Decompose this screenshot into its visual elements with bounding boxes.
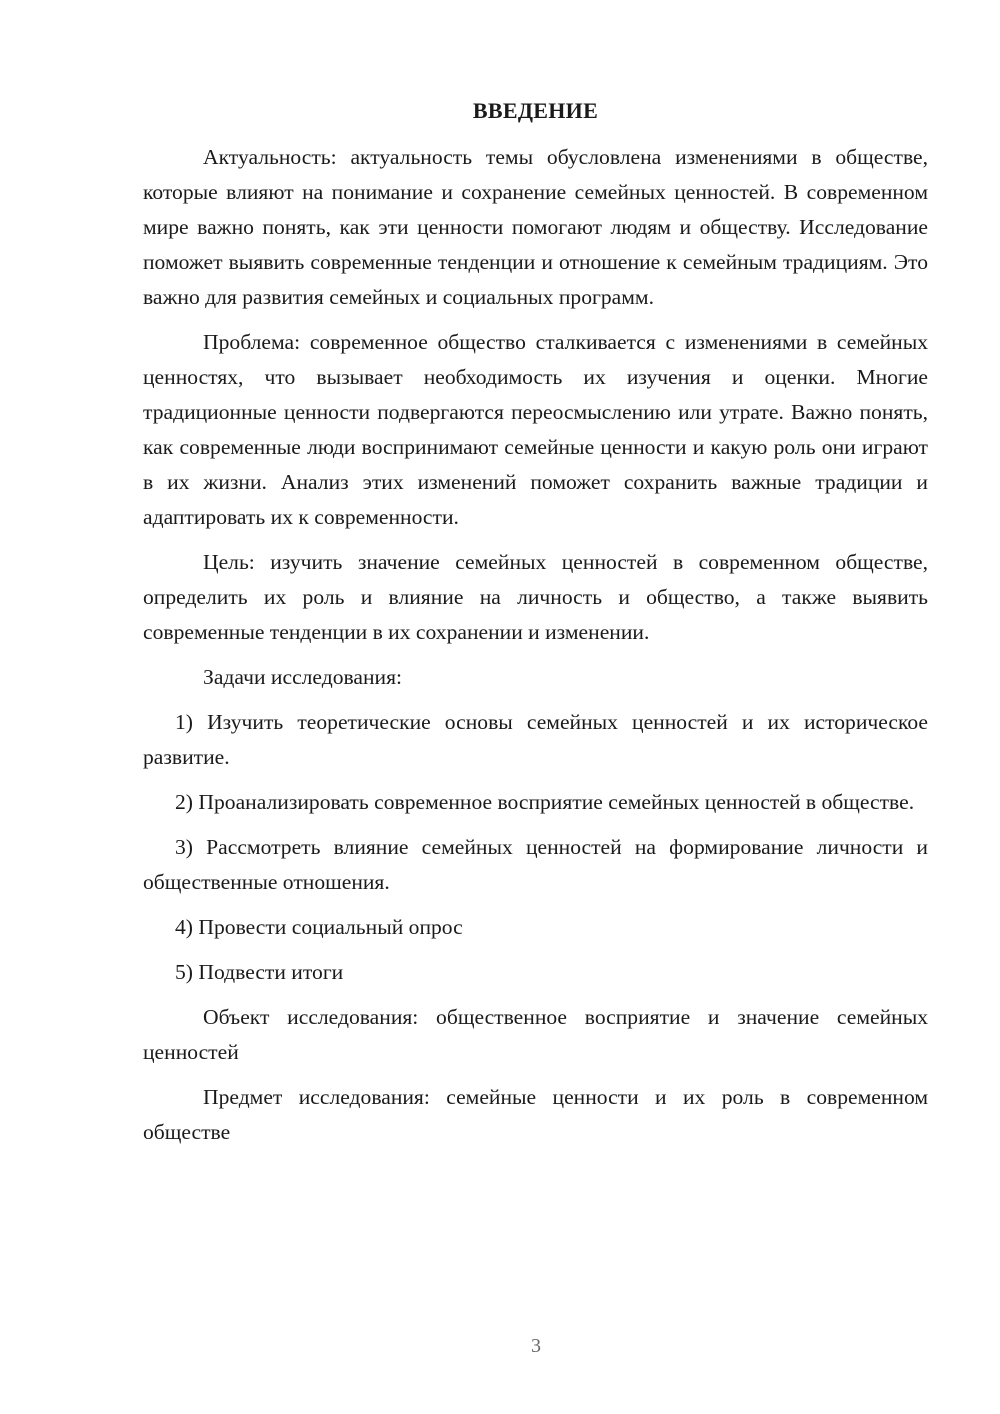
- tasks-intro: Задачи исследования:: [203, 665, 403, 689]
- subject-paragraph: Предмет исследования: семейные ценности и их роль в современном обществе: [143, 1085, 928, 1144]
- page-number: 3: [531, 1335, 541, 1357]
- section-heading: ВВЕДЕНИЕ: [472, 98, 599, 123]
- relevance-paragraph: Актуальность: актуальность темы обусловлена изменениями в обществе, которые влияют на понимание и сохранение семейных ценностей. В современном мире важно понять, как эти ценности помогают людям и обществу. Исследование поможет выявить современные тенденции и отношение к семейным традициям. Это важно для развития семейных и социальных программ.: [143, 145, 928, 309]
- task-item-2: 2) Проанализировать современное восприятие семейных ценностей в обществе.: [175, 790, 915, 814]
- problem-paragraph: Проблема: современное общество сталкивается с изменениями в семейных ценностях, что вызывает необходимость их изучения и оценки. Многие традиционные ценности подвергаются переосмыслению или утрате. Важно понять, как современные люди воспринимают семейные ценности и какую роль они играют в их жизни. Анализ этих изменений поможет сохранить важные традиции и адаптировать их к современности.: [143, 330, 928, 529]
- task-item-5: 5) Подвести итоги: [175, 960, 344, 984]
- task-item-3: 3) Рассмотреть влияние семейных ценностей на формирование личности и общественные отношения.: [143, 835, 928, 894]
- goal-paragraph: Цель: изучить значение семейных ценностей в современном обществе, определить их роль и влияние на личность и общество, а также выявить современные тенденции в их сохранении и изменении.: [143, 550, 928, 644]
- object-paragraph: Объект исследования: общественное восприятие и значение семейных ценностей: [143, 1005, 928, 1064]
- task-item-4: 4) Провести социальный опрос: [175, 915, 463, 939]
- task-item-1: 1) Изучить теоретические основы семейных ценностей и их историческое развитие.: [143, 710, 928, 769]
- page-content: [143, 96, 928, 1160]
